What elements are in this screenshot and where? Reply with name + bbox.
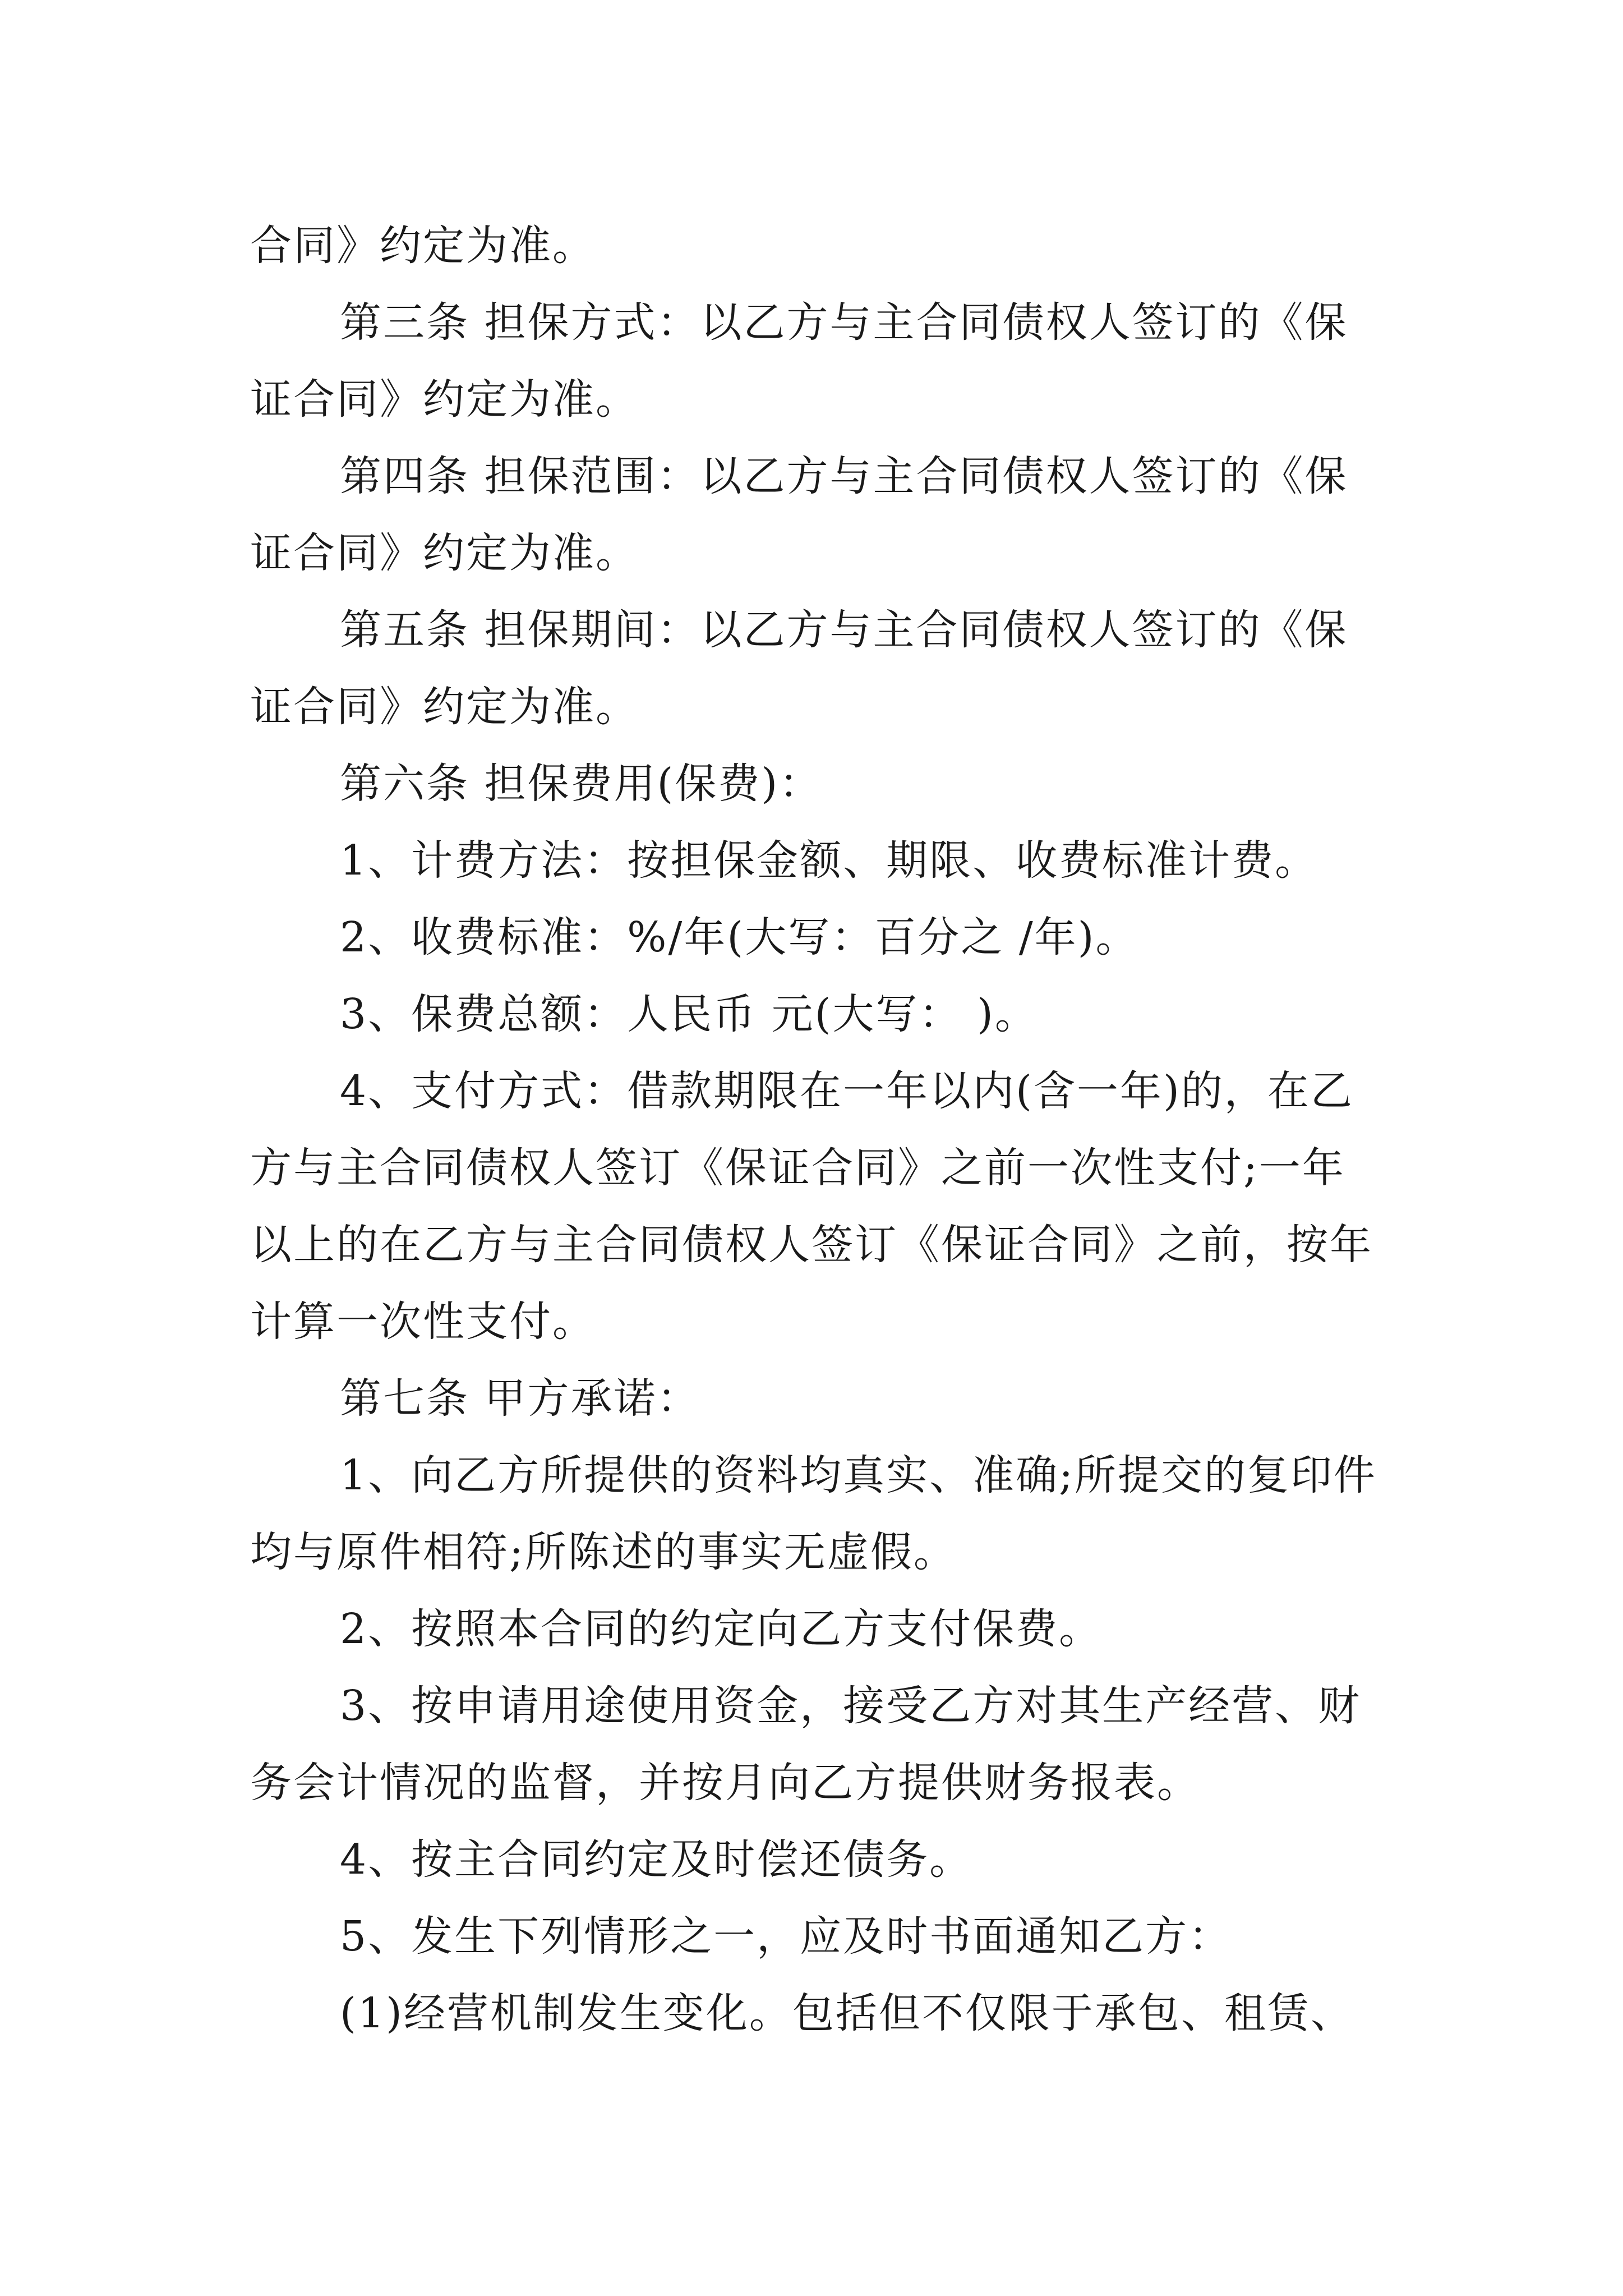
- sub-list-item: (1)经营机制发生变化。包括但不仅限于承包、租赁、: [340, 1989, 1354, 2037]
- list-item: 4、按主合同约定及时偿还债务。: [340, 1835, 973, 1884]
- list-item: 1、计费方法：按担保金额、期限、收费标准计费。: [340, 836, 1318, 885]
- list-item: 4、支付方式：借款期限在一年以内(含一年)的，在乙: [340, 1067, 1354, 1115]
- text-line: 证合同》约定为准。: [250, 683, 639, 731]
- article-7-heading: 第七条 甲方承诺：: [340, 1374, 700, 1423]
- list-item: 1、向乙方所提供的资料均真实、准确;所提交的复印件: [340, 1451, 1377, 1499]
- article-4-heading: 第四条 担保范围：以乙方与主合同债权人签订的《保: [340, 452, 1348, 500]
- article-5-heading: 第五条 担保期间：以乙方与主合同债权人签订的《保: [340, 606, 1348, 654]
- text-line: 均与原件相符;所陈述的事实无虚假。: [250, 1528, 957, 1576]
- list-item: 2、按照本合同的约定向乙方支付保费。: [340, 1605, 1103, 1653]
- text-line: 证合同》约定为准。: [250, 375, 639, 424]
- document-body: [250, 208, 1405, 2052]
- text-line: 务会计情况的监督，并按月向乙方提供财务报表。: [250, 1759, 1200, 1807]
- text-line: 计算一次性支付。: [250, 1297, 596, 1346]
- article-6-heading: 第六条 担保费用(保费)：: [340, 760, 823, 808]
- list-item: 5、发生下列情形之一，应及时书面通知乙方：: [340, 1912, 1232, 1961]
- text-line: 以上的在乙方与主合同债权人签订《保证合同》之前，按年: [250, 1221, 1373, 1269]
- list-item: 3、保费总额：人民币 元(大写： )。: [340, 990, 1038, 1038]
- list-item: 3、按申请用途使用资金，接受乙方对其生产经营、财: [340, 1682, 1362, 1730]
- text-line: 合同》约定为准。: [250, 222, 596, 270]
- article-3-heading: 第三条 担保方式：以乙方与主合同债权人签订的《保: [340, 298, 1348, 347]
- text-line: 方与主合同债权人签订《保证合同》之前一次性支付;一年: [250, 1144, 1345, 1192]
- list-item: 2、收费标准：%/年(大写：百分之 /年)。: [340, 913, 1139, 961]
- text-line: 证合同》约定为准。: [250, 529, 639, 577]
